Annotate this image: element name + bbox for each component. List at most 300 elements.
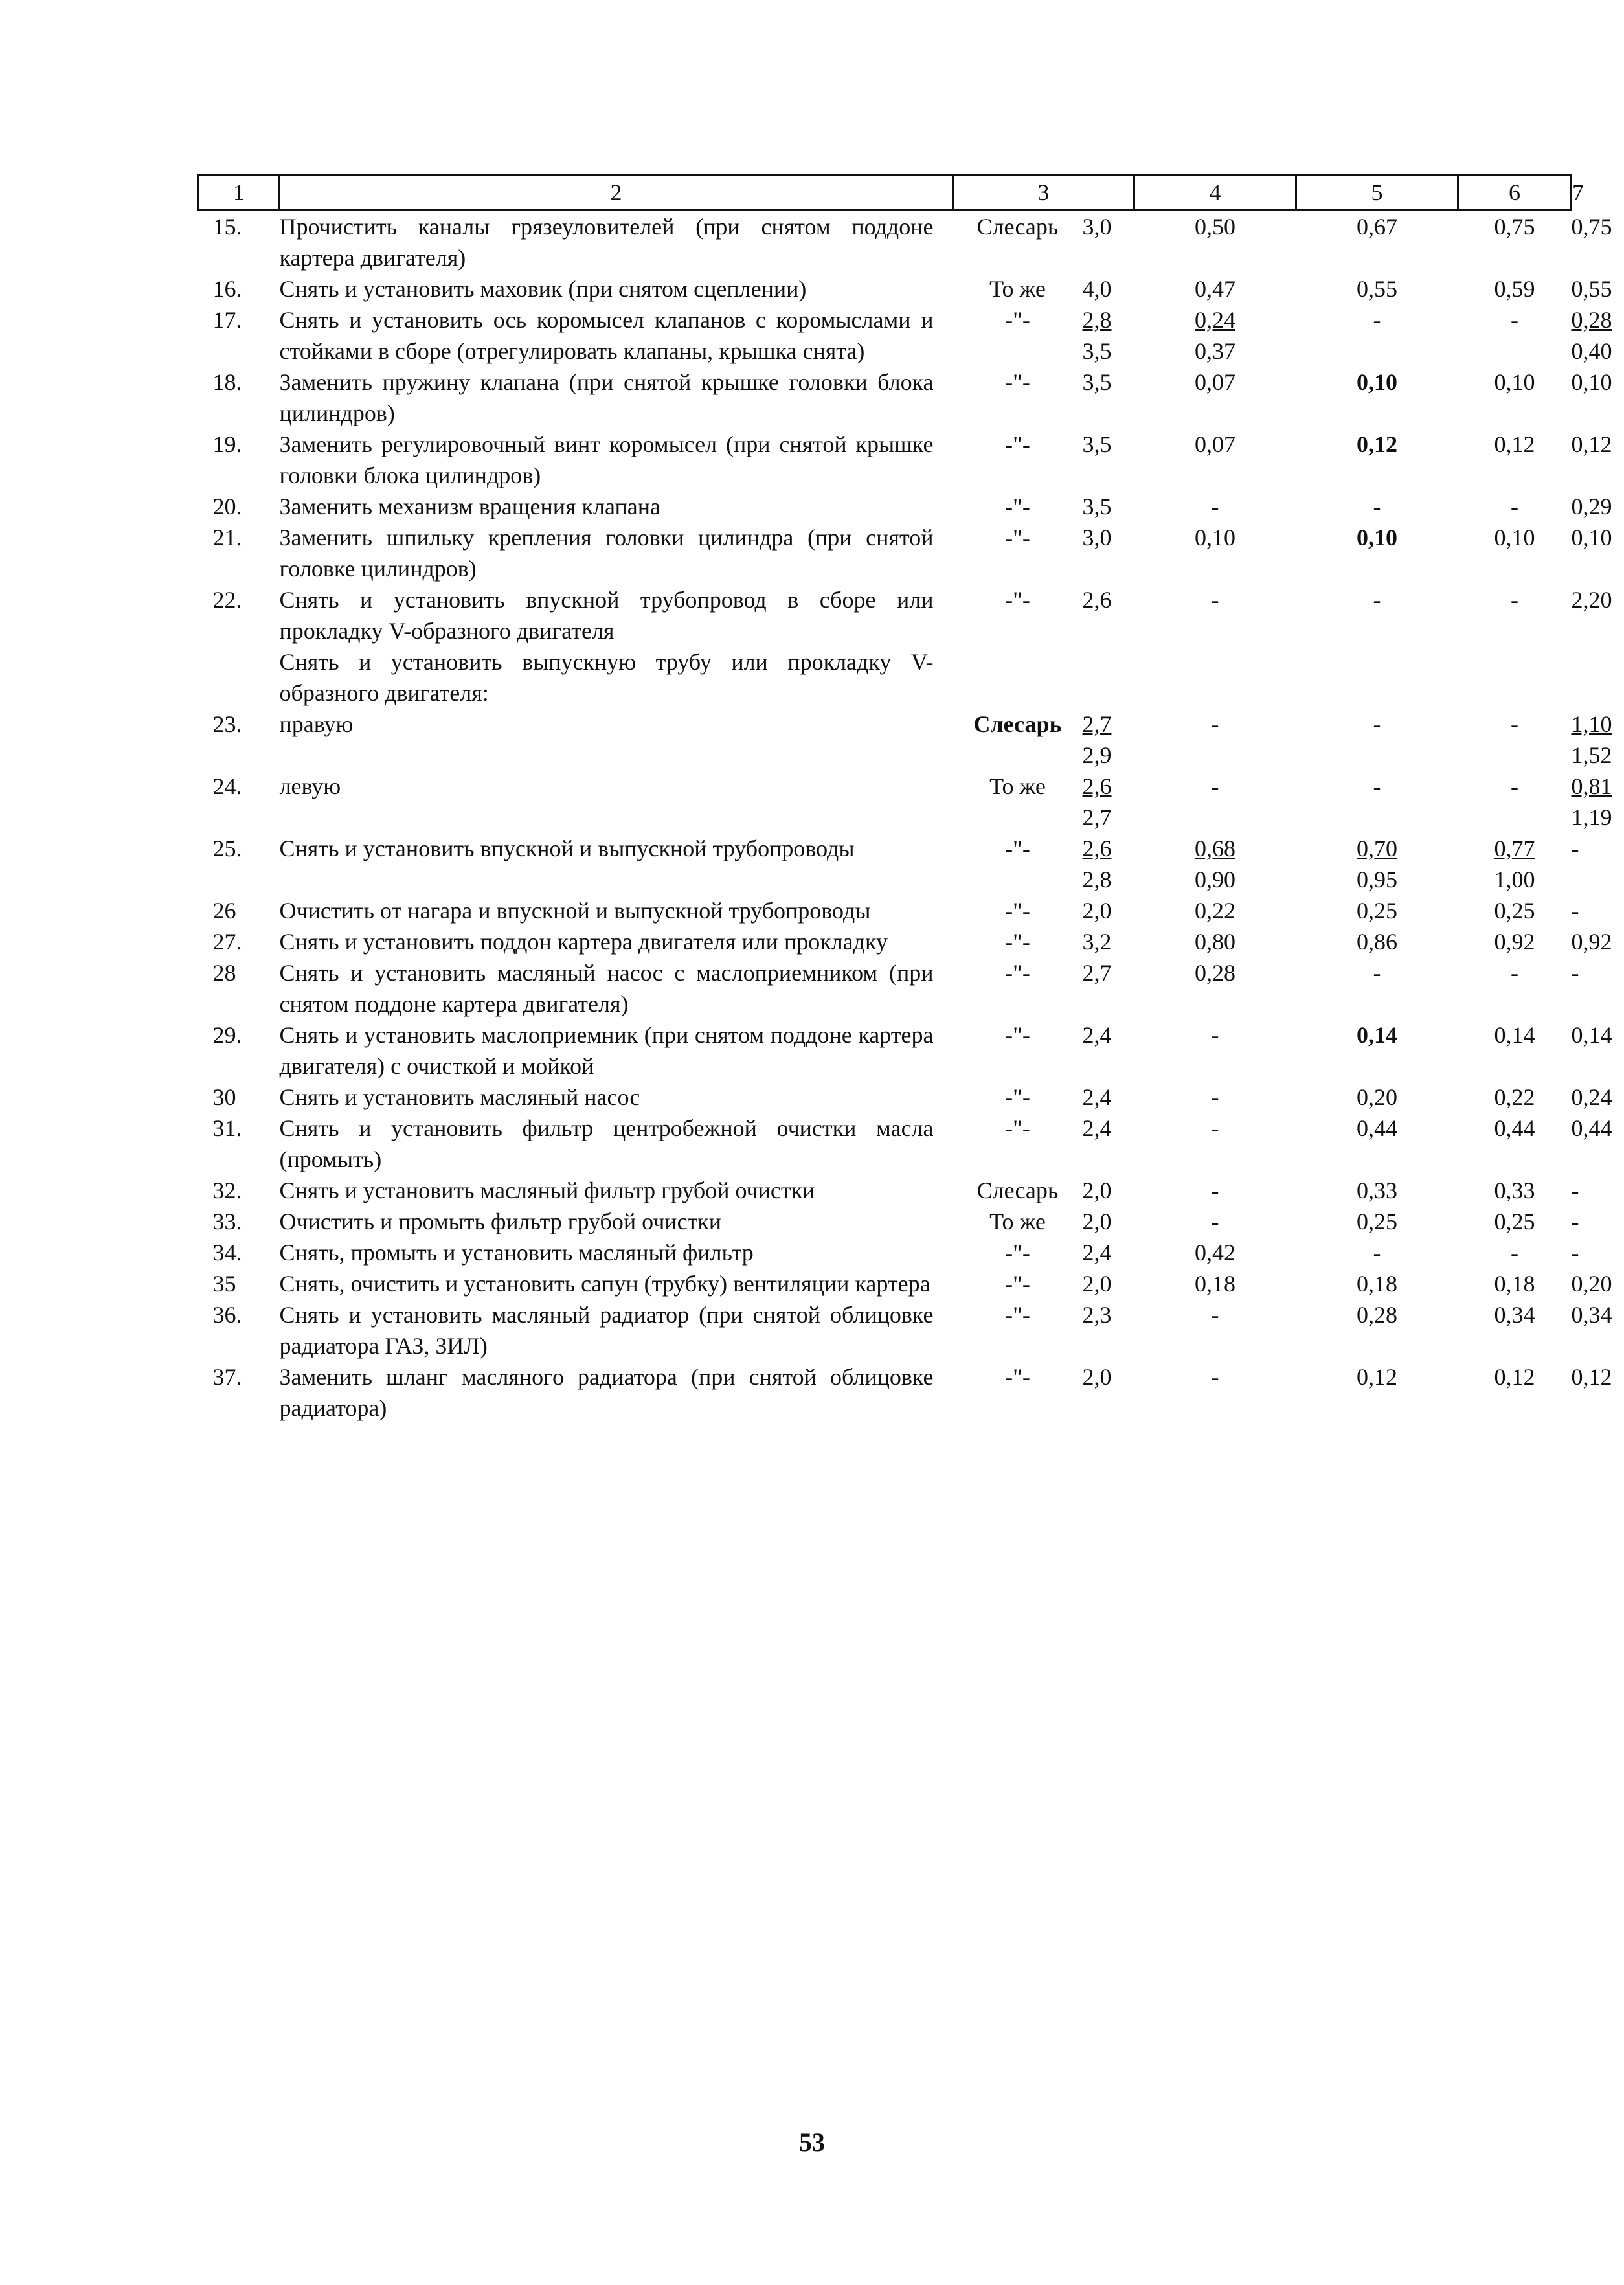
col-4-value [1134,1361,1296,1424]
col-6-value-value: - [1511,1240,1518,1266]
col-4-value [1134,304,1296,367]
col-4-value-value: - [1211,711,1219,737]
col-5-value [1296,210,1458,274]
grade-value [1083,1299,1134,1361]
col-5-value [1296,1237,1458,1268]
col-5-value [1296,429,1458,491]
row-number [199,210,280,274]
operation-name-value: Очистить и промыть фильтр грубой очистки [279,1209,722,1234]
performer [953,367,1083,429]
col-6-value [1458,1175,1572,1206]
performer [953,1113,1083,1175]
col-6-value [1458,646,1572,709]
table-row: 22. Снять и установить впускной трубопровод в сборе или прокладку V-образного двигателя -"- 2,6 - - - 2,20 [199,584,1572,646]
col-6-value [1458,895,1572,926]
col-5-value-value: - [1373,307,1381,333]
col-4-value [1134,1082,1296,1113]
operation-name [280,1206,953,1237]
performer [953,957,1083,1019]
col-4-value [1134,1268,1296,1299]
grade-value-value: 3,5 [1082,494,1112,519]
col-6-value [1458,429,1572,491]
col-6-value [1458,926,1572,957]
grade-value-value: 2,6 [1082,836,1112,861]
table-body [199,210,1612,1424]
row-number-value: 27. [212,929,242,955]
row-number-value: 37. [212,1364,242,1390]
col-5-value-value: 0,55 [1357,276,1397,302]
performer [953,304,1083,367]
col-5-value [1296,1175,1458,1206]
col-4-value-value: 0,47 [1195,276,1235,302]
col-4-value-value: - [1211,587,1219,613]
table-row: 33. Очистить и промыть фильтр грубой очистки То же 2,0 - 0,25 0,25 - [199,1206,1572,1237]
grade-value-value: 2,7 [1082,960,1112,986]
col-4-value [1134,522,1296,584]
performer [953,1361,1083,1424]
row-number-value: 15. [212,214,242,240]
col-6-value [1458,1361,1572,1424]
col-6-value-value: 0,33 [1494,1177,1535,1203]
table-row: 28 Снять и установить масляный насос с маслоприемником (при снятом поддоне картера двигателя) -"- 2,7 0,28 - - - [199,957,1572,1019]
grade-value-value: 3,0 [1082,214,1112,240]
row-number [199,1113,280,1175]
performer [953,771,1083,833]
operation-name-value: Снять, очистить и установить сапун (трубку) вентиляции картера [279,1271,930,1297]
col-6-value [1458,1082,1572,1113]
operation-name [280,1361,953,1424]
col-4-value [1134,957,1296,1019]
grade-value-value-2: 2,9 [1082,742,1112,768]
operation-name-value: Снять и установить масляный насос [279,1084,640,1110]
grade-value [1083,304,1134,367]
table-row: 30 Снять и установить масляный насос -"- 2,4 - 0,20 0,22 0,24 [199,1082,1572,1113]
header-col-5: 5 [1296,175,1458,210]
grade-value-value: 2,3 [1082,1302,1112,1328]
col-4-value [1134,646,1296,709]
operation-name-value: левую [279,773,341,799]
col-5-value-value: - [1373,494,1381,519]
col-4-value [1134,926,1296,957]
performer-value: -"- [1005,836,1030,861]
row-number-value: 29. [212,1022,242,1048]
col-6-value [1458,771,1572,833]
table-row: 31. Снять и установить фильтр центробежной очистки масла (промыть) -"- 2,4 - 0,44 0,44 0,44 [199,1113,1572,1175]
performer [953,709,1083,771]
row-number [199,1082,280,1113]
performer-value: -"- [1005,1084,1030,1110]
col-6-value [1458,1113,1572,1175]
col-5-value [1296,304,1458,367]
row-number-value: 35 [212,1271,236,1297]
grade-value-value: 2,4 [1082,1022,1112,1048]
row-number-value: 36. [212,1302,242,1328]
col-4-value-value: - [1211,1115,1219,1141]
col-6-value-value: 0,77 [1494,836,1535,861]
operation-name [280,926,953,957]
row-number-value: 24. [212,773,242,799]
col-6-value [1458,1019,1572,1082]
col-4-value [1134,584,1296,646]
header-col-3: 3 [953,175,1134,210]
row-number [199,895,280,926]
col-6-value-value: - [1511,307,1518,333]
operation-name-value: Заменить механизм вращения клапана [279,494,660,519]
row-number-value: 21. [212,525,242,551]
col-5-value [1296,895,1458,926]
col-5-value-value: 0,18 [1357,1271,1397,1297]
performer [953,273,1083,304]
operation-name-value: Заменить регулировочный винт коромысел (при снятой крышке головки блока цилиндров) [279,431,934,488]
performer-value: То же [989,773,1046,799]
col-4-value-value: - [1211,1209,1219,1234]
col-6-value [1458,1299,1572,1361]
grade-value [1083,709,1134,771]
col-5-value [1296,1206,1458,1237]
grade-value [1083,646,1134,709]
operation-name [280,522,953,584]
row-number-value: 19. [212,431,242,457]
grade-value-value: 3,5 [1082,431,1112,457]
row-number [199,1237,280,1268]
performer-value: -"- [1005,369,1030,395]
col-6-value [1458,522,1572,584]
grade-value [1083,522,1134,584]
grade-value-value: 2,4 [1082,1115,1112,1141]
col-4-value [1134,1206,1296,1237]
col-4-value [1134,1299,1296,1361]
col-5-value [1296,771,1458,833]
performer-value: -"- [1005,1115,1030,1141]
row-number-value: 33. [212,1209,242,1234]
col-6-value-value: 0,44 [1494,1115,1535,1141]
grade-value [1083,771,1134,833]
row-number-value: 30 [212,1084,236,1110]
col-4-value-value: 0,80 [1195,929,1235,955]
row-number [199,1175,280,1206]
operation-name-value: Снять и установить масляный насос с маслоприемником (при снятом поддоне картера двигателя) [279,960,934,1017]
col-4-value [1134,273,1296,304]
col-4-value [1134,1237,1296,1268]
col-4-value [1134,1019,1296,1082]
col-5-value-value: 0,25 [1357,1209,1397,1234]
row-number [199,1268,280,1299]
table-row: 32. Снять и установить масляный фильтр грубой очистки Слесарь 2,0 - 0,33 0,33 - [199,1175,1572,1206]
grade-value [1083,1206,1134,1237]
table-header-row: 1 2 3 4 5 6 7 [199,175,1572,210]
col-5-value [1296,1299,1458,1361]
performer-value: -"- [1005,494,1030,519]
header-col-1: 1 [199,175,280,210]
operation-name-value: Заменить шланг масляного радиатора (при снятой облицовке радиатора) [279,1364,934,1421]
col-4-value [1134,1113,1296,1175]
grade-value [1083,895,1134,926]
table-row: 15. Прочистить каналы грязеуловителей (при снятом поддоне картера двигателя) Слесарь 3,0 0,50 0,67 0,75 0,75 [199,210,1572,274]
col-6-value [1458,1268,1572,1299]
grade-value-value: 2,8 [1082,307,1112,333]
grade-value [1083,367,1134,429]
performer [953,1019,1083,1082]
grade-value-value: 2,0 [1082,1364,1112,1390]
operation-name-value: Снять и установить ось коромысел клапанов с коромыслами и стойками в сборе (отрегулировать клапаны, крышка снята) [279,307,934,364]
col-6-value-value: 0,25 [1494,1209,1535,1234]
row-number-value: 25. [212,836,242,861]
row-number-value: 22. [212,587,242,613]
col-6-value [1458,1237,1572,1268]
col-4-value [1134,895,1296,926]
col-4-value-value: 0,07 [1195,369,1235,395]
performer-value: -"- [1005,898,1030,924]
col-6-value-value: 0,10 [1494,369,1535,395]
operation-name [280,771,953,833]
row-number-value: 16. [212,276,242,302]
col-5-value-value: 0,12 [1357,431,1397,457]
col-5-value-value: - [1373,711,1381,737]
col-6-value-value: 0,75 [1494,214,1535,240]
col-6-value-value: 0,10 [1494,525,1535,551]
col-5-value-value: 0,14 [1357,1022,1397,1048]
table-row: 23. правую Слесарь 2,7 2,9 - - - 1,10 1,52 [199,709,1572,771]
grade-value-value: 2,4 [1082,1240,1112,1266]
grade-value-value-2: 3,5 [1082,338,1112,364]
operation-name-value: правую [279,711,354,737]
grade-value [1083,584,1134,646]
performer-value: -"- [1005,431,1030,457]
col-4-value [1134,429,1296,491]
operation-name-value: Снять, промыть и установить масляный фильтр [279,1240,754,1266]
performer [953,1268,1083,1299]
col-5-value-value: - [1373,1240,1381,1266]
col-5-value-value: 0,86 [1357,929,1397,955]
col-4-value-value: 0,50 [1195,214,1235,240]
performer [953,1237,1083,1268]
row-number [199,522,280,584]
col-4-value-value: 0,18 [1195,1271,1235,1297]
operation-name-value: Снять и установить масляный радиатор (при снятой облицовке радиатора ГАЗ, ЗИЛ) [279,1302,934,1359]
grade-value-value-2: 2,7 [1082,804,1112,830]
col-6-value [1458,709,1572,771]
table-row: 16. Снять и установить маховик (при снятом сцеплении) То же 4,0 0,47 0,55 0,59 0,55 [199,273,1572,304]
grade-value-value: 3,5 [1082,369,1112,395]
grade-value [1083,1019,1134,1082]
col-5-value-value: 0,28 [1357,1302,1397,1328]
col-5-value-value: 0,10 [1357,525,1397,551]
grade-value [1083,273,1134,304]
operation-name-value: Прочистить каналы грязеуловителей (при снятом поддоне картера двигателя) [279,214,934,271]
performer-value: То же [989,1209,1046,1234]
performer-value: -"- [1005,1240,1030,1266]
performer [953,926,1083,957]
header-col-4: 4 [1134,175,1296,210]
col-5-value [1296,709,1458,771]
col-6-value-value: 0,22 [1494,1084,1535,1110]
col-6-value-value: 0,59 [1494,276,1535,302]
col-6-value-value-2: 1,00 [1494,867,1535,892]
operation-name-value: Снять и установить впускной трубопровод в сборе или прокладку V-образного двигателя [279,587,934,644]
performer-value: -"- [1005,960,1030,986]
grade-value [1083,491,1134,522]
col-6-value-value: - [1511,711,1518,737]
operation-name-value: Снять и установить фильтр центробежной очистки масла (промыть) [279,1115,934,1172]
grade-value-value: 4,0 [1082,276,1112,302]
col-4-value [1134,367,1296,429]
performer [953,1082,1083,1113]
col-4-value-value: - [1211,1177,1219,1203]
col-6-value-value: 0,92 [1494,929,1535,955]
grade-value [1083,926,1134,957]
col-4-value-value-2: 0,90 [1195,867,1235,892]
table-row: 24. левую То же 2,6 2,7 - - - 0,81 1,19 [199,771,1572,833]
grade-value-value: 2,7 [1082,711,1112,737]
grade-value-value: 2,4 [1082,1084,1112,1110]
operation-name-value: Снять и установить поддон картера двигателя или прокладку [279,929,888,955]
table-row: 18. Заменить пружину клапана (при снятой крышке головки блока цилиндров) -"- 3,5 0,07 0,10 0,10 0,10 [199,367,1572,429]
grade-value-value: 2,6 [1082,587,1112,613]
performer [953,584,1083,646]
col-4-value [1134,771,1296,833]
grade-value [1083,1361,1134,1424]
col-4-value [1134,709,1296,771]
performer-value: -"- [1005,1271,1030,1297]
operation-name-value: Снять и установить маховик (при снятом сцеплении) [279,276,807,302]
grade-value [1083,1268,1134,1299]
operation-name-value: Снять и установить выпускную трубу или прокладку V-образного двигателя: [279,649,934,706]
col-5-value [1296,273,1458,304]
row-number [199,957,280,1019]
col-4-value-value: - [1211,1022,1219,1048]
table-row: 25. Снять и установить впускной и выпускной трубопроводы -"- 2,6 2,8 0,68 0,90 0,70 0,95 0,77 1,00 - [199,833,1572,895]
operation-name [280,1299,953,1361]
grade-value-value: 2,0 [1082,898,1112,924]
performer [953,646,1083,709]
table-row [199,646,1572,709]
col-5-value-value: 0,20 [1357,1084,1397,1110]
performer-value: -"- [1005,1302,1030,1328]
performer-value: Слесарь [976,1177,1059,1203]
performer-value: -"- [1005,525,1030,551]
operation-name [280,1175,953,1206]
col-5-value-value: 0,70 [1357,836,1397,861]
performer [953,833,1083,895]
col-5-value [1296,522,1458,584]
row-number-value: 26 [212,898,236,924]
performer-value: -"- [1005,1364,1030,1390]
operation-name [280,646,953,709]
row-number [199,273,280,304]
table-row: 17. Снять и установить ось коромысел клапанов с коромыслами и стойками в сборе (отрегулировать клапаны, крышка снята) -"- 2,8 3,5 0,24 0,37 - - 0,28 0,40 [199,304,1572,367]
grade-value-value: 2,0 [1082,1209,1112,1234]
row-number [199,1206,280,1237]
col-5-value [1296,957,1458,1019]
col-6-value-value: 0,34 [1494,1302,1535,1328]
operation-name [280,833,953,895]
table-row: 29. Снять и установить маслоприемник (при снятом поддоне картера двигателя) с очисткой и мойкой -"- 2,4 - 0,14 0,14 0,14 [199,1019,1572,1082]
operation-name [280,429,953,491]
col-4-value-value: - [1211,773,1219,799]
page-number: 53 [799,2128,825,2157]
col-5-value [1296,1268,1458,1299]
performer [953,429,1083,491]
col-6-value-value: 0,18 [1494,1271,1535,1297]
col-5-value [1296,491,1458,522]
grade-value [1083,1237,1134,1268]
performer-value: То же [989,276,1046,302]
col-4-value-value: - [1211,1364,1219,1390]
row-number [199,833,280,895]
operation-name-value: Снять и установить маслоприемник (при снятом поддоне картера двигателя) с очисткой и мойкой [279,1022,934,1079]
table-row: 20. Заменить механизм вращения клапана -"- 3,5 - - - 0,29 [199,491,1572,522]
operation-name [280,584,953,646]
row-number [199,1361,280,1424]
performer-value: -"- [1005,1022,1030,1048]
col-6-value-value: - [1511,587,1518,613]
operation-name [280,491,953,522]
operation-name [280,1268,953,1299]
grade-value-value-2: 2,8 [1082,867,1112,892]
col-4-value-value: 0,68 [1195,836,1235,861]
col-6-value-value: - [1511,773,1518,799]
operation-name [280,273,953,304]
performer [953,895,1083,926]
row-number [199,304,280,367]
operation-name [280,957,953,1019]
col-6-value [1458,833,1572,895]
performer [953,210,1083,274]
col-5-value [1296,833,1458,895]
performer-value: Слесарь [973,711,1062,737]
row-number-value: 32. [212,1177,242,1203]
col-4-value-value: 0,28 [1195,960,1235,986]
row-number-value: 34. [212,1240,242,1266]
col-6-value [1458,367,1572,429]
performer-value: Слесарь [976,214,1059,240]
col-4-value-value: 0,24 [1195,307,1235,333]
col-5-value-value: - [1373,587,1381,613]
operation-name-value: Очистить от нагара и впускной и выпускной трубопроводы [279,898,871,924]
col-5-value-value: 0,33 [1357,1177,1397,1203]
col-4-value-value: 0,07 [1195,431,1235,457]
grade-value-value: 3,2 [1082,929,1112,955]
col-6-value [1458,273,1572,304]
col-5-value-value: 0,12 [1357,1364,1397,1390]
col-6-value-value: 0,14 [1494,1022,1535,1048]
grade-value [1083,833,1134,895]
col-6-value [1458,210,1572,274]
col-5-value [1296,367,1458,429]
performer [953,1299,1083,1361]
grade-value-value: 2,6 [1082,773,1112,799]
col-5-value [1296,646,1458,709]
grade-value [1083,1113,1134,1175]
row-number [199,1019,280,1082]
col-5-value [1296,926,1458,957]
col-5-value-value: 0,44 [1357,1115,1397,1141]
table-row: 35 Снять, очистить и установить сапун (трубку) вентиляции картера -"- 2,0 0,18 0,18 0,18 0,20 [199,1268,1572,1299]
performer [953,522,1083,584]
row-number-value: 18. [212,369,242,395]
row-number [199,491,280,522]
table-row: 26 Очистить от нагара и впускной и выпускной трубопроводы -"- 2,0 0,22 0,25 0,25 - [199,895,1572,926]
operation-name [280,1113,953,1175]
operation-name [280,367,953,429]
labor-norms-table [197,174,1612,1424]
operation-name [280,1237,953,1268]
grade-value [1083,1082,1134,1113]
col-5-value [1296,1082,1458,1113]
col-6-value-value: 0,12 [1494,1364,1535,1390]
operation-name-value: Снять и установить масляный фильтр грубой очистки [279,1177,815,1203]
col-4-value [1134,1175,1296,1206]
